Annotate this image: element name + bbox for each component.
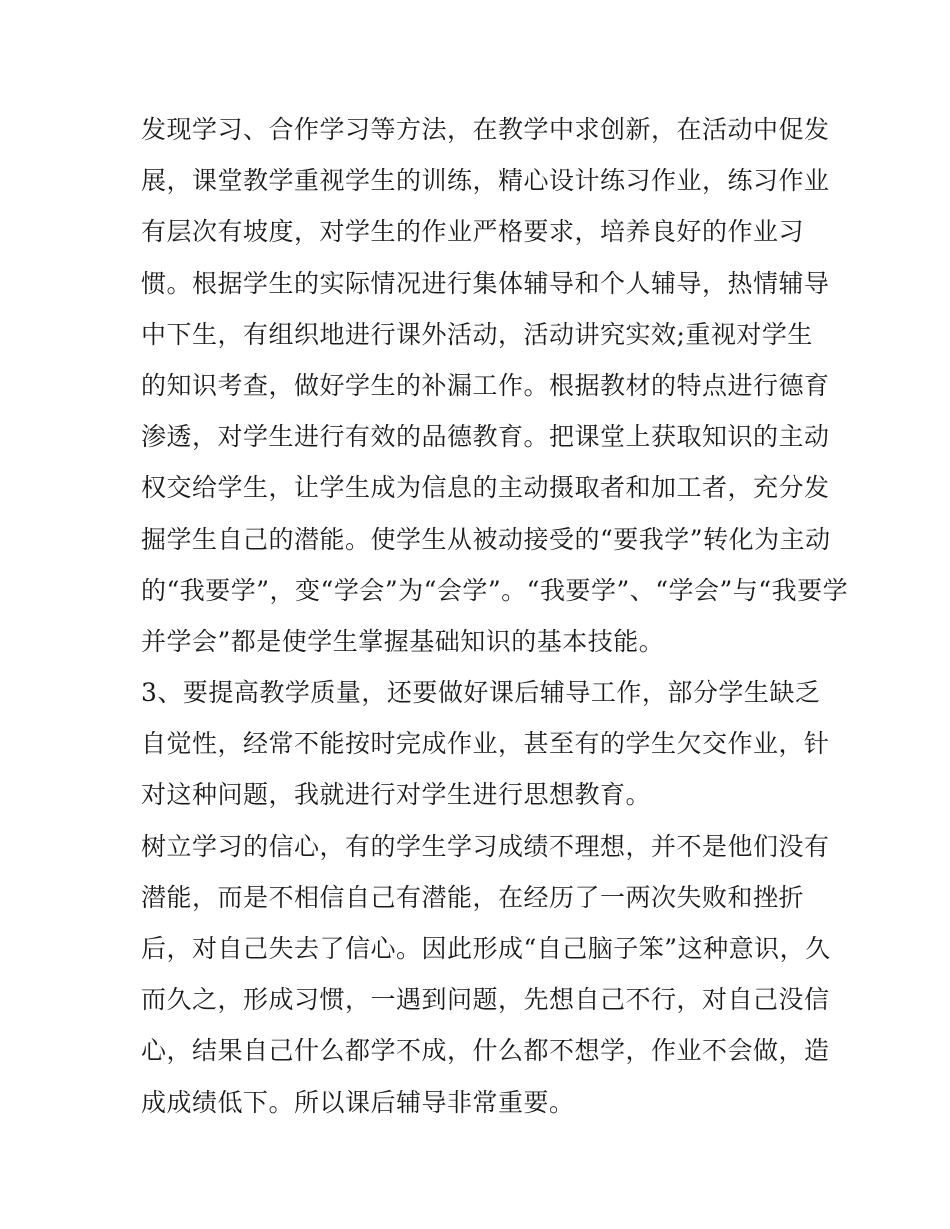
text-line: 惯。根据学生的实际情况进行集体辅导和个人辅导，热情辅导 xyxy=(141,268,830,298)
text-line: 成成绩低下。所以课后辅导非常重要。 xyxy=(141,1087,575,1117)
text-line: 树立学习的信心，有的学生学习成绩不理想，并不是他们没有 xyxy=(141,831,830,861)
text-line: 展，课堂教学重视学生的训练，精心设计练习作业，练习作业 xyxy=(141,166,830,196)
text-line: 权交给学生，让学生成为信息的主动摄取者和加工者，充分发 xyxy=(141,473,830,503)
document-body xyxy=(141,104,849,1128)
text-line: 潜能，而是不相信自己有潜能，在经历了一两次失败和挫折 xyxy=(141,882,805,912)
text-line: 后，对自己失去了信心。因此形成“自己脑子笨”这种意识，久 xyxy=(141,934,831,963)
text-line: 而久之，形成习惯，一遇到问题，先想自己不行，对自己没信 xyxy=(141,985,830,1015)
text-line: 心，结果自己什么都学不成，什么都不想学，作业不会做，造 xyxy=(141,1036,830,1066)
text-line: 掘学生自己的潜能。使学生从被动接受的“要我学”转化为主动 xyxy=(141,524,831,554)
text-line: 3、要提高教学质量，还要做好课后辅导工作，部分学生缺乏 xyxy=(141,678,821,708)
text-line: 渗透，对学生进行有效的品德教育。把课堂上获取知识的主动 xyxy=(141,422,830,452)
text-line: 自觉性，经常不能按时完成作业，甚至有的学生欠交作业，针 xyxy=(141,729,830,759)
text-line: 并学会”都是使学生掌握基础知识的基本技能。 xyxy=(141,626,665,656)
text-line: 发现学习、合作学习等方法，在教学中求创新，在活动中促发 xyxy=(141,115,830,144)
text-line: 对这种问题，我就进行对学生进行思想教育。 xyxy=(141,780,652,810)
text-line: 中下生，有组织地进行课外活动，活动讲究实效;重视对学生 xyxy=(141,319,813,349)
text-line: 的知识考查，做好学生的补漏工作。根据教材的特点进行德育 xyxy=(141,370,830,400)
text-line: 的“我要学”，变“学会”为“会学”。“我要学”、“学会”与“我要学 xyxy=(141,575,849,605)
text-line: 有层次有坡度，对学生的作业严格要求，培养良好的作业习 xyxy=(141,217,805,247)
